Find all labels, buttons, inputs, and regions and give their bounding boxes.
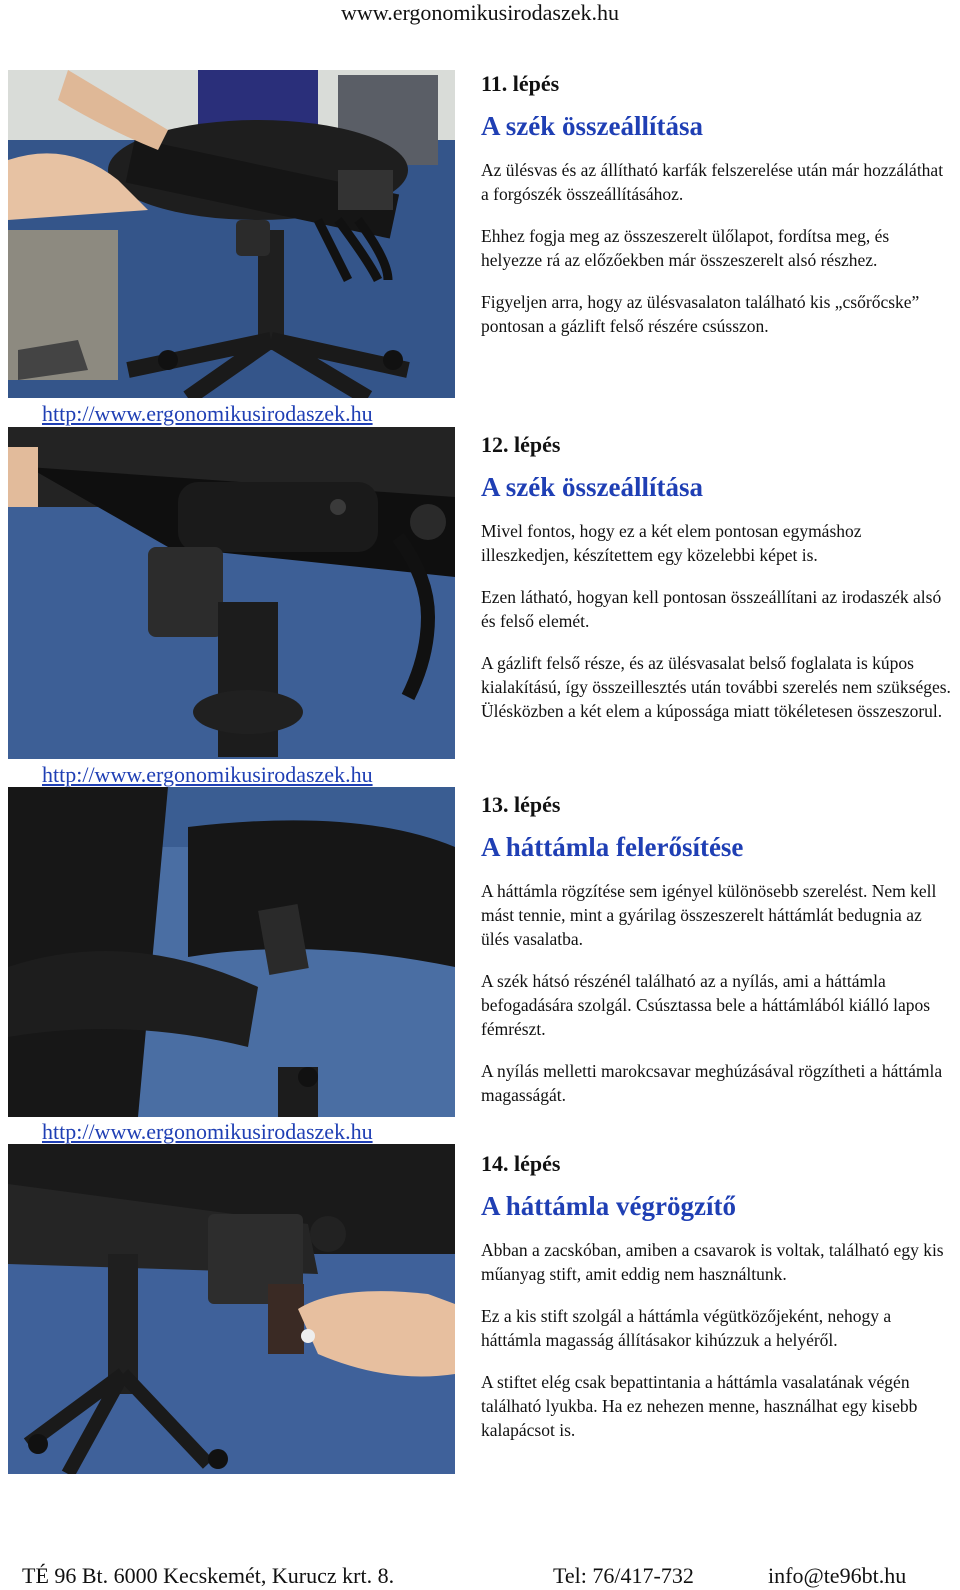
page-header-site: www.ergonomikusirodaszek.hu (340, 0, 619, 25)
step-12-section (481, 431, 953, 741)
step-title: A háttámla felerősítése (481, 832, 744, 862)
step-paragraph: Mivel fontos, hogy ez a két elem pontosan egymáshoz illeszkedjen, készítettem egy közelebbi képet is. (481, 521, 862, 565)
step-title: A háttámla végrögzítő (481, 1191, 736, 1221)
step-paragraph: Ez a kis stift szolgál a háttámla végütközőjeként, nehogy a háttámla magasság állításakor kihúzzuk a helyéről. (481, 1306, 892, 1350)
step-paragraph: Abban a zacskóban, amiben a csavarok is voltak, található egy kis műanyag stift, amit eddig nem használtunk. (481, 1240, 944, 1284)
step-paragraph: A gázlift felső része, és az ülésvasalat belső foglalata is kúpos kialakítású, így összeillesztés után további szerelés nem szükséges. Ülésközben a két elem a kúpossága miatt tökéletesen összeszorul. (481, 653, 951, 721)
photo-seat-assembly (8, 70, 455, 398)
photo-caption-link[interactable]: http://www.ergonomikusirodaszek.hu (42, 401, 373, 426)
step-paragraph: Figyeljen arra, hogy az ülésvasalaton található kis „csőrőcske” pontosan a gázlift felső részére csússzon. (481, 292, 920, 336)
footer-phone: Tel: 76/417-732 (553, 1563, 694, 1588)
step-paragraph: Ehhez fogja meg az összeszerelt ülőlapot, fordítsa meg, és helyezze rá az előzőekben már összeszerelt alsó részhez. (481, 226, 890, 270)
step-11-section (481, 70, 953, 356)
step-number: 14. lépés (481, 1151, 561, 1176)
photo-backrest-attach (8, 787, 455, 1117)
step-paragraph: Ezen látható, hogyan kell pontosan összeállítani az irodaszék alsó és felső elemét. (481, 587, 942, 631)
step-13-section (481, 791, 953, 1125)
step-number: 13. lépés (481, 792, 561, 817)
step-paragraph: A szék hátsó részénél található az a nyílás, ami a háttámla befogadására szolgál. Csúsztassa bele a háttámlából kiálló lapos fémrészt. (481, 971, 931, 1039)
step-number: 12. lépés (481, 432, 561, 457)
step-title: A szék összeállítása (481, 111, 703, 141)
page-footer (0, 1563, 960, 1589)
photo-caption-link[interactable]: http://www.ergonomikusirodaszek.hu (42, 1119, 373, 1144)
step-paragraph: Az ülésvas és az állítható karfák felszerelése után már hozzáláthat a forgószék összeállításához. (481, 160, 944, 204)
photo-caption-link[interactable]: http://www.ergonomikusirodaszek.hu (42, 762, 373, 787)
step-paragraph: A háttámla rögzítése sem igényel különösebb szerelést. Nem kell mást tennie, mint a gyárilag összeszerelt háttámlát bedugnia az ülés vasalatba. (481, 881, 937, 949)
footer-email[interactable]: info@te96bt.hu (768, 1563, 907, 1588)
photo-gaslift-closeup (8, 427, 455, 759)
step-title: A szék összeállítása (481, 472, 703, 502)
photo-backrest-stop-pin (8, 1144, 455, 1474)
step-14-section (481, 1150, 953, 1460)
footer-company: TÉ 96 Bt. 6000 Kecskemét, Kurucz krt. 8. (22, 1563, 395, 1588)
step-paragraph: A nyílás melletti marokcsavar meghúzásával rögzítheti a háttámla magasságát. (481, 1061, 943, 1105)
step-number: 11. lépés (481, 71, 560, 96)
step-paragraph: A stiftet elég csak bepattintania a háttámla vasalatának végén található lyukba. Ha ez nehezen menne, használhat egy kisebb kalapácsot is. (481, 1372, 918, 1440)
